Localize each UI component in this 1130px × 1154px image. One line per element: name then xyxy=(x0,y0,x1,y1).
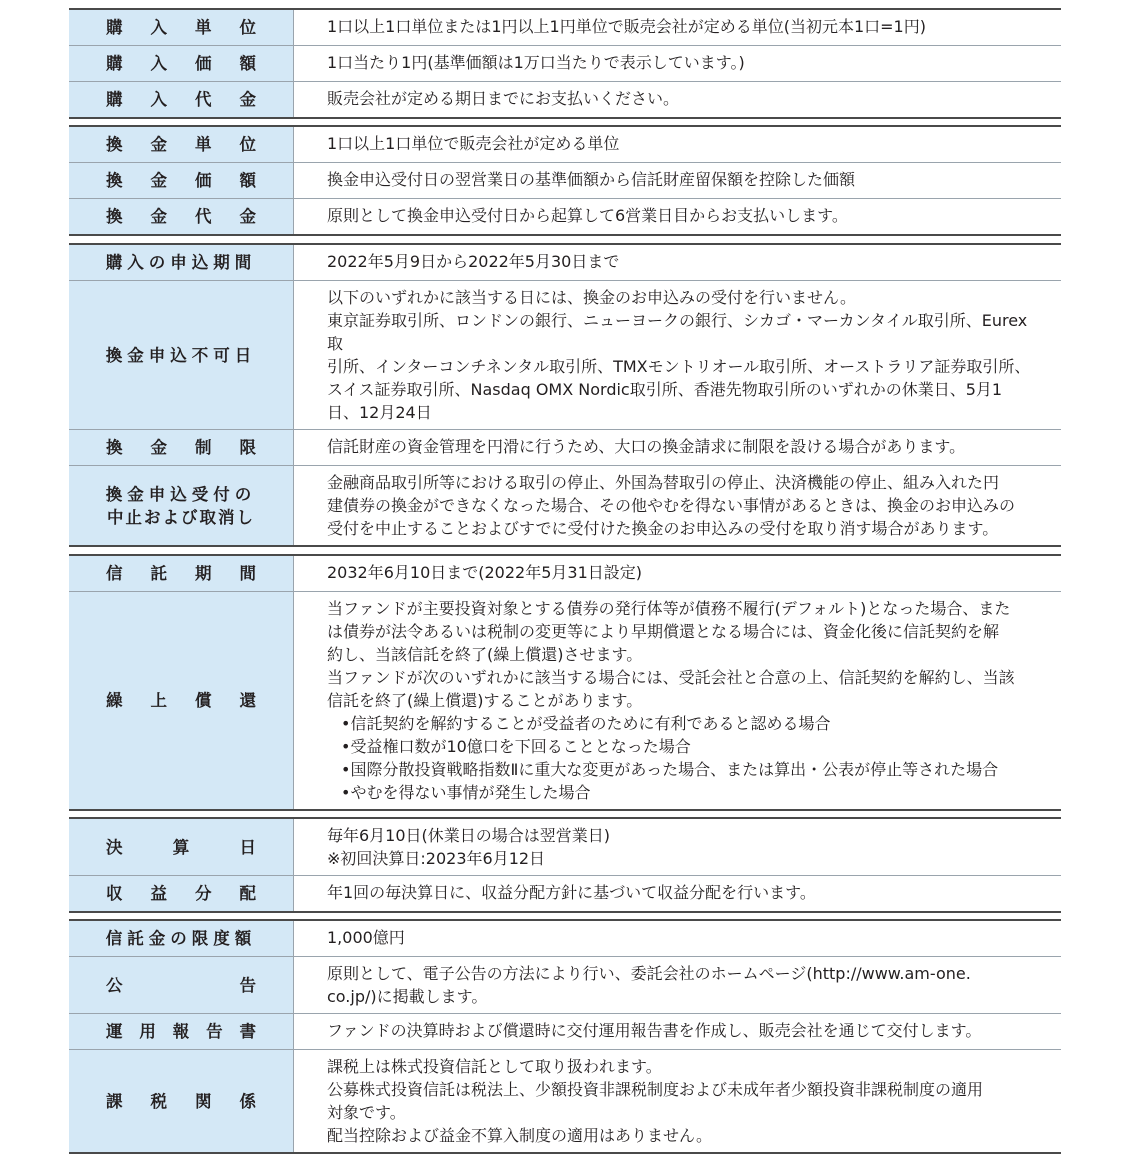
row-value: 以下のいずれかに該当する日には、換金のお申込みの受付を行いません。 東京証券取引所、ロンドンの銀行、ニューヨークの銀行、シカゴ・マーカンタイル取引所、Eurex取 引所、インターコンチネンタル取引所、TMXモントリオール取引所、オーストラリア証券取引所、 スイス証券取引所、Nasdaq OMX Nordic取引所、香港先物取引所のいずれかの休業日、5月1 日、12月24日 xyxy=(294,281,1061,429)
table-row xyxy=(69,1049,1061,1152)
row-label: 購入価額 xyxy=(69,46,294,81)
row-label: 繰上償還 xyxy=(69,592,294,809)
row-value: 課税上は株式投資信託として取り扱われます。 公募株式投資信託は税法上、少額投資非課税制度および未成年者少額投資非課税制度の適用 対象です。 配当控除および益金不算入制度の適用はありません。 xyxy=(294,1050,1061,1152)
table-row xyxy=(69,162,1061,198)
table-row xyxy=(69,429,1061,465)
bullet-item: •やむを得ない事情が発生した場合 xyxy=(341,783,591,802)
table-row xyxy=(69,819,1061,875)
row-value: 当ファンドが主要投資対象とする債券の発行体等が債務不履行(デフォルト)となった場合、また は債券が法令あるいは税制の変更等により早期償還となる場合には、資金化後に信託契約を解 約し、当該信託を終了(繰上償還)させます。 当ファンドが次のいずれかに該当する場合には、受託会社と合意の上、信託契約を解約し、当該 信託を終了(繰上償還)することがあります。 •信託契約を解約することが受益者のために有利であると認める場合 •受益権口数が10億口を下回ることとなった場合 •国際分散投資戦略指数Ⅱに重大な変更があった場合、または算出・公表が停止等された場合 •やむを得ない事情が発生した場合 xyxy=(294,592,1061,809)
table-row xyxy=(69,127,1061,162)
row-value: ファンドの決算時および償還時に交付運用報告書を作成し、販売会社を通じて交付します。 xyxy=(294,1014,1061,1049)
other-group xyxy=(69,919,1061,1154)
row-label: 換金制限 xyxy=(69,430,294,465)
row-label: 換金申込受付の 中止および取消し xyxy=(69,466,294,545)
table-row xyxy=(69,875,1061,911)
trust-term-group xyxy=(69,554,1061,811)
row-label: 信託期間 xyxy=(69,556,294,591)
table-row xyxy=(69,556,1061,591)
fund-terms-table xyxy=(69,8,1061,1154)
table-row xyxy=(69,198,1061,234)
table-row xyxy=(69,465,1061,545)
row-value: 1口当たり1円(基準価額は1万口当たりで表示しています。) xyxy=(294,46,1061,81)
bullet-item: •信託契約を解約することが受益者のために有利であると認める場合 xyxy=(341,714,831,733)
row-value: 1口以上1口単位で販売会社が定める単位 xyxy=(294,127,1061,162)
row-label: 購入の申込期間 xyxy=(69,245,294,280)
row-value: 金融商品取引所等における取引の停止、外国為替取引の停止、決済機能の停止、組み入れた円 建債券の換金ができなくなった場合、その他やむを得ない事情があるときは、換金のお申込みの 受付を中止することおよびすでに受付けた換金のお申込みの受付を取り消す場合があります。 xyxy=(294,466,1061,545)
row-value: 販売会社が定める期日までにお支払いください。 xyxy=(294,82,1061,117)
row-label: 換金代金 xyxy=(69,199,294,234)
table-row xyxy=(69,921,1061,956)
table-row xyxy=(69,45,1061,81)
row-label: 換金価額 xyxy=(69,163,294,198)
row-label: 購入代金 xyxy=(69,82,294,117)
bullet-item: •受益権口数が10億口を下回ることとなった場合 xyxy=(341,737,691,756)
row-value: 年1回の毎決算日に、収益分配方針に基づいて収益分配を行います。 xyxy=(294,876,1061,911)
row-label: 換金単位 xyxy=(69,127,294,162)
table-row xyxy=(69,245,1061,280)
row-label: 運用報告書 xyxy=(69,1014,294,1049)
table-row xyxy=(69,1013,1061,1049)
table-row xyxy=(69,81,1061,117)
row-value: 信託財産の資金管理を円滑に行うため、大口の換金請求に制限を設ける場合があります。 xyxy=(294,430,1061,465)
row-value: 2032年6月10日まで(2022年5月31日設定) xyxy=(294,556,1061,591)
row-label: 換金申込不可日 xyxy=(69,281,294,429)
bullet-item: •国際分散投資戦略指数Ⅱに重大な変更があった場合、または算出・公表が停止等された場合 xyxy=(341,760,999,779)
row-value: 原則として、電子公告の方法により行い、委託会社のホームページ(http://www.am-one. co.jp/)に掲載します。 xyxy=(294,957,1061,1013)
row-value: 毎年6月10日(休業日の場合は翌営業日) ※初回決算日:2023年6月12日 xyxy=(294,819,1061,875)
row-label: 決算日 xyxy=(69,819,294,875)
row-value: 原則として換金申込受付日から起算して6営業日目からお支払いします。 xyxy=(294,199,1061,234)
row-value: 換金申込受付日の翌営業日の基準価額から信託財産留保額を控除した価額 xyxy=(294,163,1061,198)
purchase-group xyxy=(69,8,1061,119)
table-row xyxy=(69,956,1061,1013)
table-row xyxy=(69,591,1061,809)
row-label: 信託金の限度額 xyxy=(69,921,294,956)
row-label: 収益分配 xyxy=(69,876,294,911)
table-row xyxy=(69,10,1061,45)
table-row xyxy=(69,280,1061,429)
row-value: 1口以上1口単位または1円以上1円単位で販売会社が定める単位(当初元本1口=1円) xyxy=(294,10,1061,45)
row-label: 公告 xyxy=(69,957,294,1013)
settlement-group xyxy=(69,817,1061,913)
row-value: 2022年5月9日から2022年5月30日まで xyxy=(294,245,1061,280)
redemption-group xyxy=(69,125,1061,236)
application-group xyxy=(69,243,1061,547)
row-label: 購入単位 xyxy=(69,10,294,45)
row-value: 1,000億円 xyxy=(294,921,1061,956)
row-label: 課税関係 xyxy=(69,1050,294,1152)
